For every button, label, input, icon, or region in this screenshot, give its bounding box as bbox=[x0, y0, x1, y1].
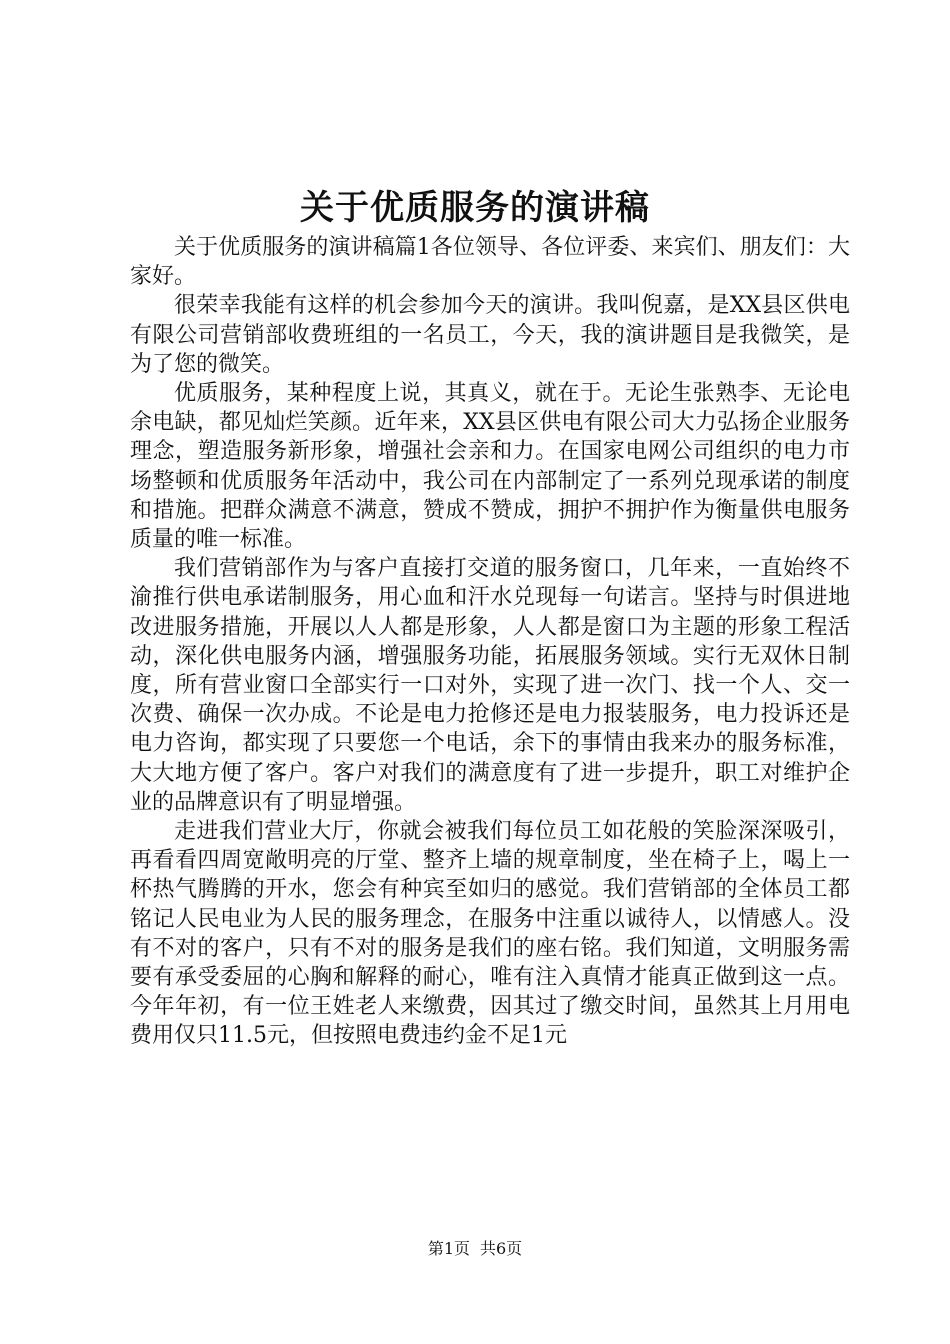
body-paragraph-1: 关于优质服务的演讲稿篇1各位领导、各位评委、来宾们、朋友们：大家好。 bbox=[130, 235, 850, 290]
body-paragraph-4: 我们营销部作为与客户直接打交道的服务窗口，几年来，一直始终不渝推行供电承诺制服务，用心血和汗水兑现每一句诺言。坚持与时俱进地改进服务措施，开展以人人都是形象，人人都是窗口为主题的形象工程活动，深化供电服务内涵，增强服务功能，拓展服务领域。实行无双休日制度，所有营业窗口全部实行一口对外，实现了进一次门、找一个人、交一次费、确保一次办成。不论是电力抢修还是电力报装服务，电力投诉还是电力咨询，都实现了只要您一个电话，余下的事情由我来办的服务标准，大大地方便了客户。客户对我们的满意度有了进一步提升，职工对维护企业的品牌意识有了明显增强。 bbox=[130, 556, 850, 815]
body-paragraph-5: 走进我们营业大厅，你就会被我们每位员工如花般的笑脸深深吸引，再看看四周宽敞明亮的厅堂、整齐上墙的规章制度，坐在椅子上，喝上一杯热气腾腾的开水，您会有种宾至如归的感觉。我们营销部的全体员工都铭记人民电业为人民的服务理念，在服务中注重以诚待人，以情感人。没有不对的客户，只有不对的服务是我们的座右铭。我们知道，文明服务需要有承受委屈的心胸和解释的耐心，唯有注入真情才能真正做到这一点。今年年初，有一位王姓老人来缴费，因其过了缴交时间，虽然其上月用电费用仅只11.5元，但按照电费违约金不足1元 bbox=[130, 819, 850, 1049]
body-paragraph-3: 优质服务，某种程度上说，其真义，就在于。无论生张熟李、无论电余电缺，都见灿烂笑颜。近年来，XX县区供电有限公司大力弘扬企业服务理念，塑造服务新形象，增强社会亲和力。在国家电网公司组织的电力市场整顿和优质服务年活动中，我公司在内部制定了一系列兑现承诺的制度和措施。把群众满意不满意，赞成不赞成，拥护不拥护作为衡量供电服务质量的唯一标准。 bbox=[130, 381, 850, 553]
page-total: 共6页 bbox=[480, 1239, 523, 1258]
body-paragraph-2: 很荣幸我能有这样的机会参加今天的演讲。我叫倪嘉，是XX县区供电有限公司营销部收费班组的一名员工，今天，我的演讲题目是我微笑，是为了您的微笑。 bbox=[130, 293, 850, 377]
document-body bbox=[130, 233, 850, 1051]
page-footer bbox=[0, 1238, 950, 1260]
document-title: 关于优质服务的演讲稿 bbox=[300, 188, 650, 228]
page-number: 第1页 bbox=[427, 1239, 470, 1258]
